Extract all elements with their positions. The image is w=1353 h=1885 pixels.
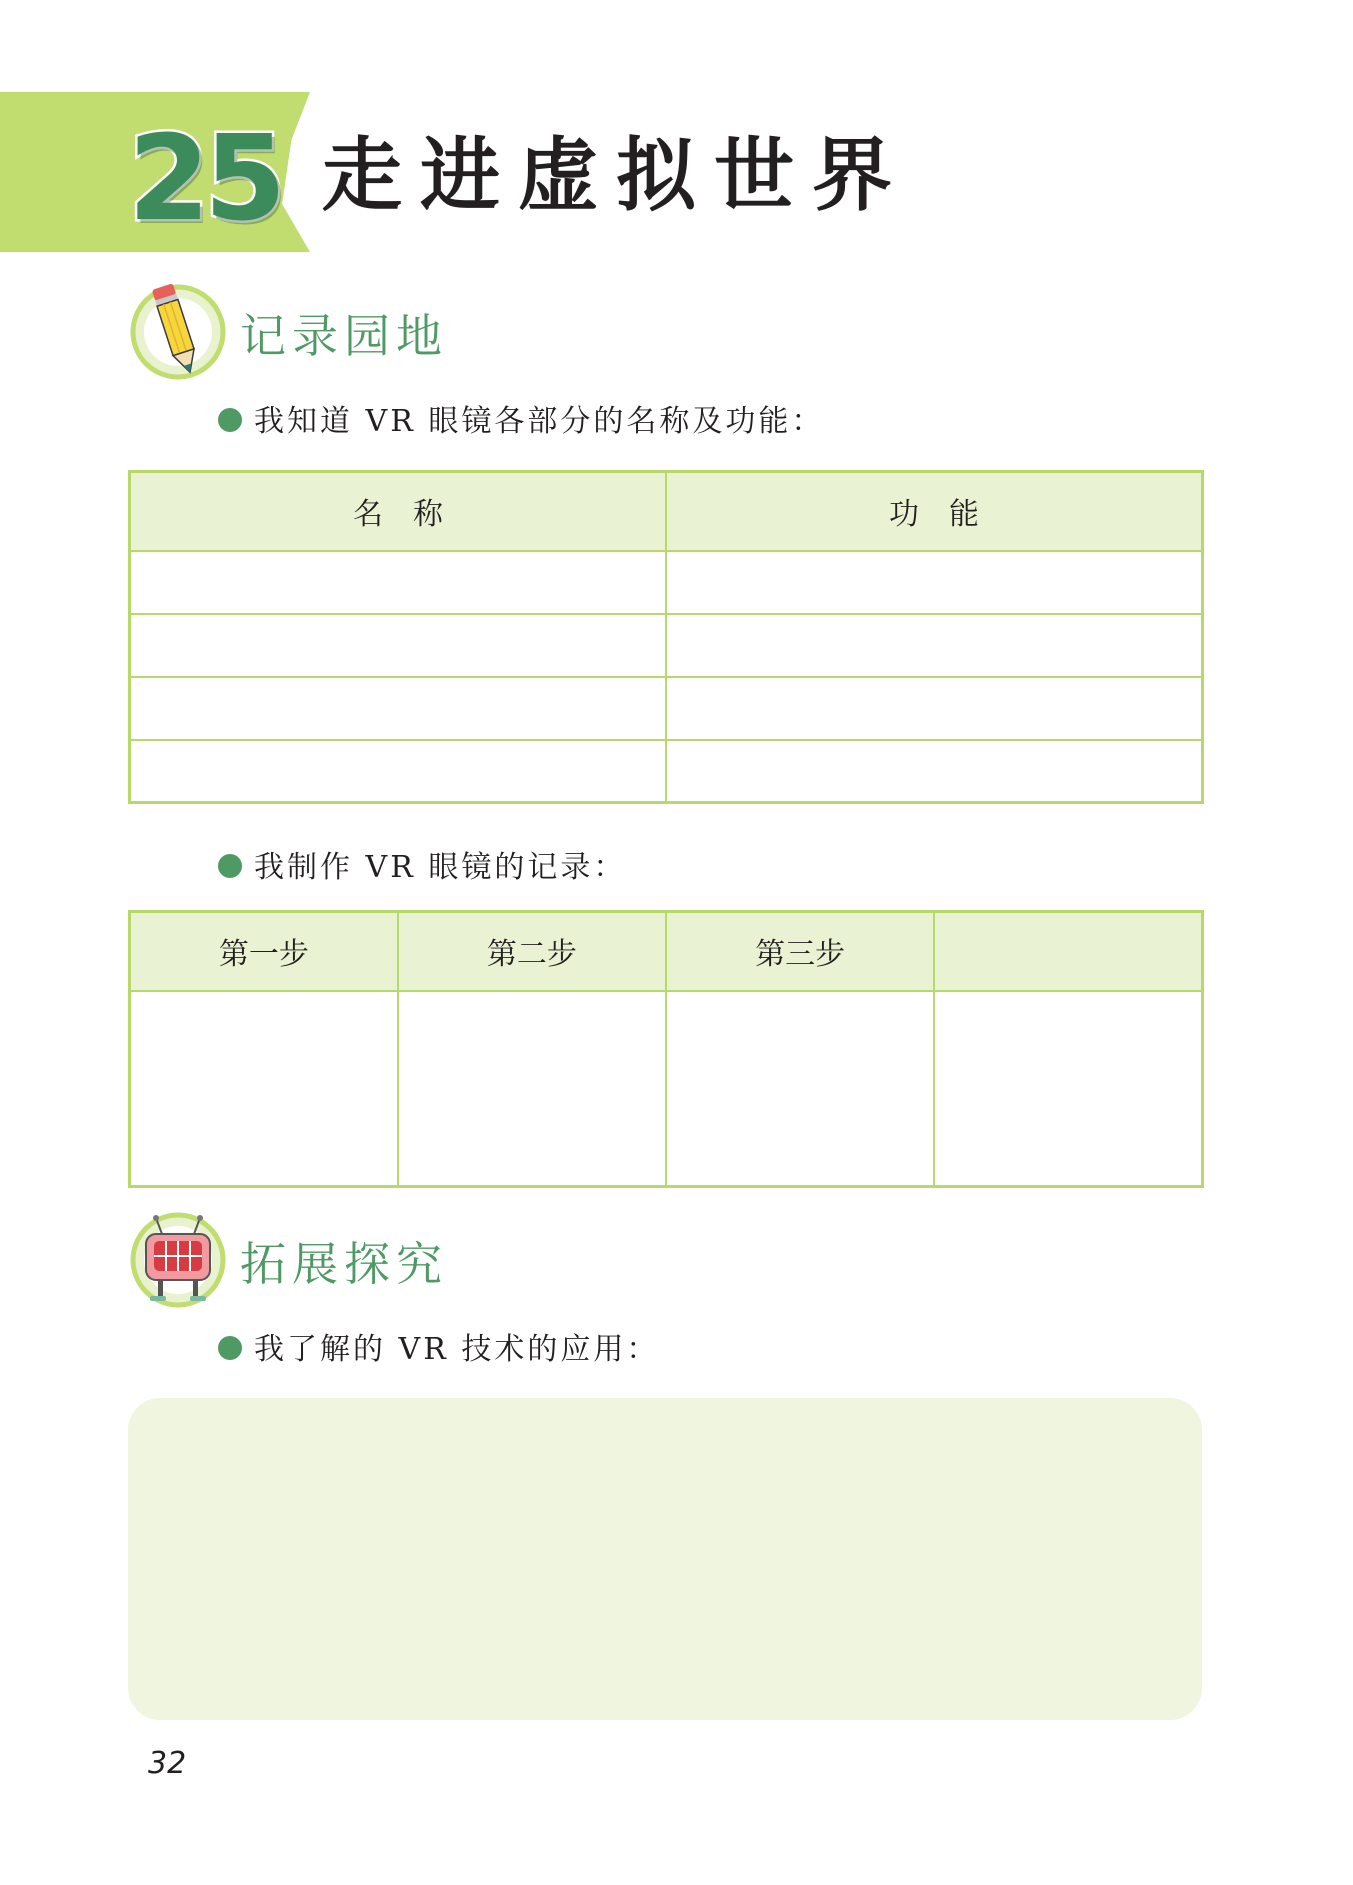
part-name-cell[interactable] <box>130 740 667 803</box>
part-name-cell[interactable] <box>130 677 667 740</box>
table-header-name: 名 称 <box>130 472 667 551</box>
lesson-number: 25 <box>128 109 281 247</box>
table-header-function: 功 能 <box>666 472 1203 551</box>
bullet-icon <box>218 854 242 878</box>
step-cell[interactable] <box>934 991 1202 1187</box>
section-title-record: 记录园地 <box>240 309 448 363</box>
part-function-cell[interactable] <box>666 551 1203 614</box>
table-header-step-2: 第二步 <box>398 912 666 991</box>
table-row <box>130 677 1203 740</box>
prompt-parts <box>218 402 824 442</box>
applications-answer-box[interactable] <box>128 1398 1202 1720</box>
page-title: 走进虚拟世界 <box>322 129 910 222</box>
prompt-steps-text: 我制作 VR 眼镜的记录： <box>254 850 627 885</box>
part-function-cell[interactable] <box>666 677 1203 740</box>
prompt-applications <box>218 1330 659 1370</box>
table-header-step-4 <box>934 912 1202 991</box>
section-title-explore: 拓展探究 <box>240 1237 448 1291</box>
table-header-step-3: 第三步 <box>666 912 934 991</box>
pencil-icon <box>128 282 228 382</box>
part-function-cell[interactable] <box>666 614 1203 677</box>
robot-tv-icon <box>128 1210 228 1310</box>
part-name-cell[interactable] <box>130 551 667 614</box>
step-cell[interactable] <box>398 991 666 1187</box>
step-cell[interactable] <box>666 991 934 1187</box>
table-row <box>130 991 1203 1187</box>
page-number: 32 <box>148 1746 187 1781</box>
prompt-parts-text: 我知道 VR 眼镜各部分的名称及功能： <box>254 404 825 439</box>
table-header-step-1: 第一步 <box>130 912 398 991</box>
bullet-icon <box>218 1336 242 1360</box>
prompt-steps <box>218 848 626 888</box>
parts-function-table <box>128 470 1204 804</box>
step-cell[interactable] <box>130 991 398 1187</box>
prompt-applications-text: 我了解的 VR 技术的应用： <box>254 1332 660 1367</box>
part-name-cell[interactable] <box>130 614 667 677</box>
steps-record-table <box>128 910 1204 1188</box>
part-function-cell[interactable] <box>666 740 1203 803</box>
table-row <box>130 551 1203 614</box>
bullet-icon <box>218 408 242 432</box>
table-row <box>130 614 1203 677</box>
table-row <box>130 740 1203 803</box>
